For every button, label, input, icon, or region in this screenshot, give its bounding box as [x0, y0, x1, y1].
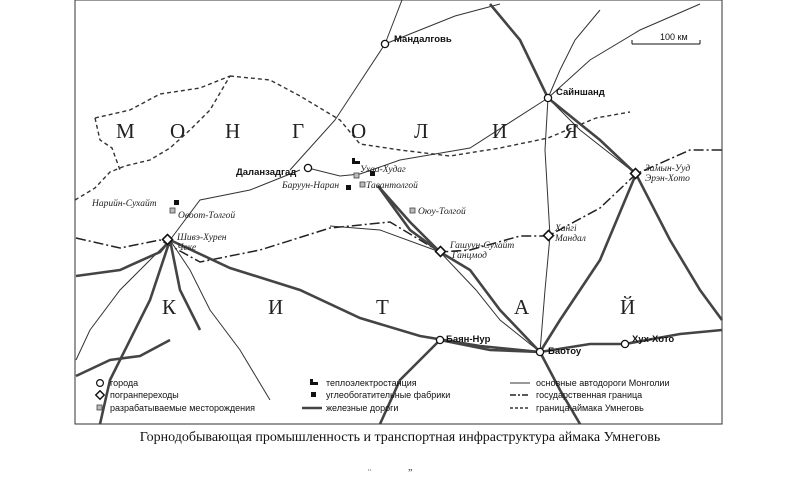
deposit-icon: [354, 173, 359, 178]
scale-bar: [632, 32, 700, 44]
legend-crossing-icon: [96, 391, 104, 399]
deposit-markers: [170, 173, 415, 213]
mongolia-letter: М: [116, 119, 135, 143]
city-marker-baotou: [536, 348, 543, 355]
city-label-dalanzadgad: Даланзадгад: [236, 167, 297, 178]
legend-deposits-label: разрабатываемые месторождения: [110, 403, 256, 413]
coal-plant-icon: [346, 185, 351, 190]
city-label-hohhot: Хух-Хото: [632, 334, 675, 345]
mongolia-letter: О: [170, 119, 186, 143]
power-plant-icon: [352, 158, 360, 164]
deposit-label-tavan: Тавантолгой: [366, 181, 418, 191]
city-label-zamyn-uud: Замын-Ууд: [645, 164, 691, 174]
city-label-khangi: Хангi: [555, 224, 577, 234]
city-marker-bayannur: [436, 336, 443, 343]
industrial-markers: [174, 158, 375, 205]
coal-plant-icon: [174, 200, 179, 205]
china-letter: К: [162, 295, 177, 319]
deposit-label-oyu: Оюу-Толгой: [418, 207, 466, 217]
city-label-erlian: Эрэн-Хото: [645, 174, 690, 184]
legend-deposit-icon: [97, 405, 102, 410]
china-letter: И: [268, 295, 284, 319]
city-label-ganqimod: Ганцмод: [452, 251, 487, 261]
legend-power-plant-icon: [310, 379, 318, 385]
scale-label: 100 км: [660, 32, 688, 42]
city-label-bayannur: Баян-Нур: [446, 334, 491, 345]
deposit-icon: [410, 208, 415, 213]
deposit-label-nariin: Нарийн-Сухайт: [92, 199, 157, 209]
legend-coal-label: углеобогатительные фабрики: [326, 390, 451, 400]
legend: [96, 378, 670, 413]
legend-aimag-border-label: граница аймака Умнеговь: [536, 403, 644, 413]
legend-city-icon: [97, 380, 104, 387]
crossing-marker-khangi: [544, 231, 554, 241]
mongolia-letter: И: [492, 119, 508, 143]
city-marker-sainshand: [544, 94, 551, 101]
china-letter: Т: [376, 295, 389, 319]
mongolia-letter: О: [351, 119, 367, 143]
legend-road-label: основные автодороги Монголии: [536, 378, 670, 388]
legend-railway-label: железные дороги: [326, 403, 399, 413]
figure-caption: Горнодобывающая промышленность и транспортная инфраструктура аймака Умнеговь: [139, 430, 661, 445]
footnote-marks: ̈ ”: [369, 468, 431, 479]
city-label-gashuun: Гашуун-Сухайт: [450, 241, 515, 251]
city-label-baotou: Баотоу: [548, 346, 582, 357]
city-label-shivee: Шивэ-Хурен: [177, 233, 227, 243]
city-label-sainshand: Сайншанд: [556, 87, 605, 98]
china-letter: А: [514, 295, 530, 319]
legend-state-border-label: государственная граница: [536, 390, 643, 400]
city-label-mandalgov: Мандалговь: [394, 34, 452, 45]
mongolia-letter: Я: [564, 119, 579, 143]
deposit-icon: [360, 182, 365, 187]
legend-power-label: теплоэлектростанция: [326, 378, 417, 388]
city-marker-dalanzadgad: [304, 164, 311, 171]
legend-coal-icon: [311, 392, 316, 397]
deposit-label-ovoot: Овоот-Толгой: [178, 211, 236, 221]
mongolia-letter: Н: [225, 119, 241, 143]
railways: [76, 4, 722, 424]
legend-cities-label: города: [110, 378, 139, 388]
mongolia-letter: Л: [414, 119, 429, 143]
city-marker-mandalgov: [381, 40, 388, 47]
legend-crossings-label: погранпереходы: [110, 390, 179, 400]
china-letter: Й: [620, 295, 636, 319]
city-marker-hohhot: [621, 340, 628, 347]
mongolia-letter: Г: [292, 119, 305, 143]
deposit-label-ukhaa: Ухаа-Худаг: [360, 165, 406, 175]
deposit-icon: [170, 208, 175, 213]
deposit-label-baruun: Баруун-Наран: [282, 181, 340, 191]
city-label-ceke: Чеке: [177, 243, 197, 253]
city-label-mandal: Мандал: [555, 234, 586, 244]
